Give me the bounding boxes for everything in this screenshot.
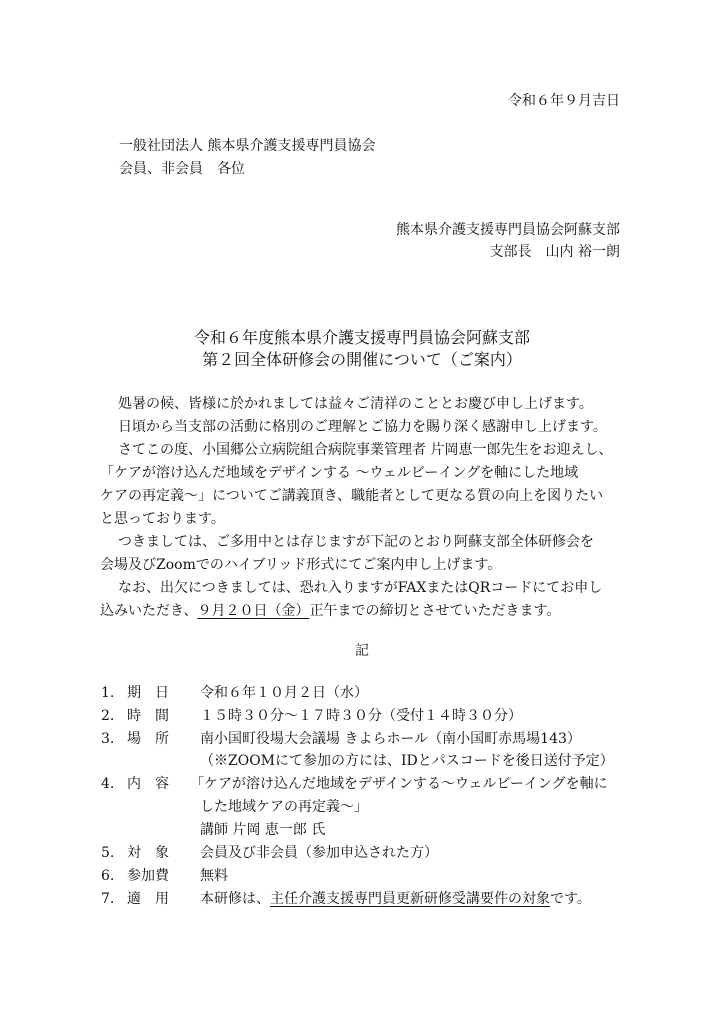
body-paragraph-3-line2: 「ケアが溶け込んだ地域をデザインする ～ウェルビーイングを軸にした地域 [100,465,579,481]
body-paragraph-3-line1: さてこの度、小国郷公立病院組合病院事業管理者 片岡恵一郎先生をお迎えし、 [118,442,613,458]
item-number: 1. [101,685,115,701]
deadline-date: ９月２０日（金） [197,603,310,619]
item-date [0,684,724,704]
item-label: 時 間 [127,708,169,724]
body-paragraph-2: 日頃から当支部の活動に格別のご理解とご協力を賜り深く感謝申し上げます。 [118,419,607,435]
body-paragraph-1: 処暑の候、皆様に於かれましては益々ご清祥のこととお慶び申し上げます。 [118,396,593,412]
item-content-cont [0,798,724,818]
item-number: 5. [101,845,115,861]
applicability-post: です。 [550,891,591,907]
item-number: 6. [101,868,115,884]
document-title-line1: 令和６年度熊本県介護支援専門員協会阿蘇支部 [193,328,530,347]
recipient-members: 会員、非会員 各位 [119,161,245,177]
item-label: 参加費 [127,868,169,884]
recipient-organization: 一般社団法人 熊本県介護支援専門員協会 [119,138,376,154]
item-applicability [0,890,724,910]
item-time [0,707,724,727]
item-label: 期 日 [127,685,169,701]
item-venue-note [0,752,724,772]
sender-name: 支部長 山内 裕一朗 [489,244,620,260]
ki-heading: 記 [355,643,369,659]
item-number: 4. [101,776,115,792]
item-value: 「ケアが溶け込んだ地域をデザインする～ウェルビーイングを軸に [190,776,608,792]
sender-organization: 熊本県介護支援専門員協会阿蘇支部 [396,222,620,238]
body-paragraph-5-line1: なお、出欠につきましては、恐れ入りますがFAXまたはQRコードにてお申し [118,580,603,596]
item-target [0,844,724,864]
item-value: 無料 [200,868,228,884]
item-value: 南小国町役場大会議場 きよらホール（南小国町赤馬場143） [200,731,581,747]
body-paragraph-4-line1: つきましては、ご多用中とは存じますが下記のとおり阿蘇支部全体研修会を [118,534,594,550]
item-value: 令和６年１０月２日（水） [200,685,368,701]
item-value: １５時３０分～１７時３０分（受付１４時３０分） [200,708,522,724]
item-label: 場 所 [127,731,169,747]
document-title-line2: 第２回全体研修会の開催について（ご案内） [202,350,522,369]
item-label: 対 象 [127,845,169,861]
item-content-lecturer [0,821,724,841]
item-label: 内 容 [127,776,169,792]
item-venue [0,730,724,750]
body-paragraph-3-line4: と思っております。 [100,511,225,527]
applicability-pre: 本研修は、 [200,891,270,907]
body-paragraph-5-pre: 込みいただき、 [100,603,198,619]
lecturer-name: 講師 片岡 恵一郎 氏 [200,822,326,838]
applicability-requirement: 主任介護支援専門員更新研修受講要件の対象 [270,891,550,907]
body-paragraph-5-line2 [100,602,560,620]
item-value: 会員及び非会員（参加申込された方） [200,845,438,861]
item-fee [0,867,724,887]
body-paragraph-3-line3: ケアの再定義～」についてご講義頂き、職能者として更なる質の向上を図りたい [100,488,604,504]
item-number: 7. [101,891,115,907]
body-paragraph-5-post: 正午までの締切とさせていただきます。 [309,603,561,619]
item-number: 2. [101,708,115,724]
item-number: 3. [101,731,115,747]
document-date: 令和６年９月吉日 [508,93,620,109]
item-value-note: （※ZOOMにて参加の方には、IDとパスコードを後日送付予定） [200,753,614,769]
item-content [0,775,724,795]
item-value [200,890,591,908]
body-paragraph-4-line2: 会場及びZoomでのハイブリッド形式にてご案内申し上げます。 [100,557,502,573]
item-label: 適 用 [127,891,169,907]
item-value-cont: した地域ケアの再定義～」 [200,799,368,815]
